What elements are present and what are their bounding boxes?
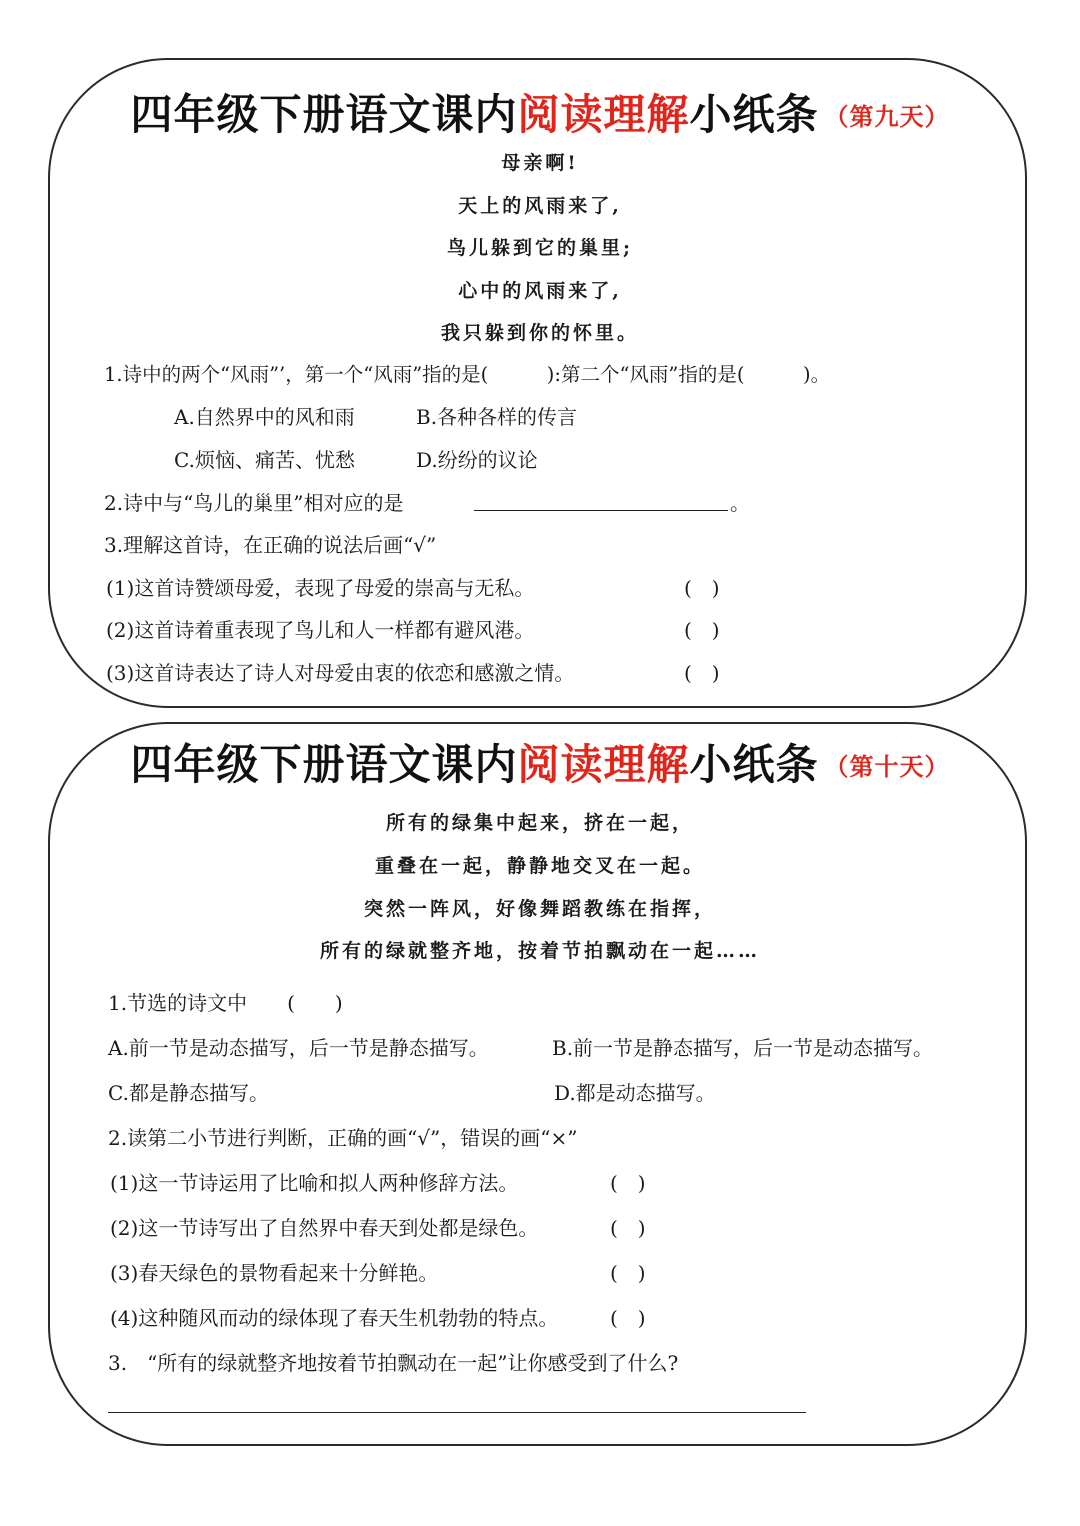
card2-question-3: 3. “所有的绿就整齐地按着节拍飘动在一起”让你感受到了什么?	[108, 1351, 679, 1375]
card1-title-highlight: 阅读理解	[517, 90, 690, 139]
card1-title-suffix: 小纸条	[689, 90, 819, 139]
card2-q2-item: (3)春天绿色的景物看起来十分鲜艳。	[110, 1261, 439, 1285]
card2-q3-answer-blank[interactable]	[108, 1412, 806, 1413]
card1-q2-period: 。	[730, 491, 750, 515]
card2-day-label: （第十天）	[824, 753, 950, 781]
card2-poem-line: 重叠在一起，静静地交叉在一起。	[374, 855, 705, 877]
card1-question-3: 3.理解这首诗，在正确的说法后画“√”	[104, 533, 437, 557]
card1-title	[0, 82, 1080, 142]
card2-q1-option-a: A.前一节是动态描写，后一节是静态描写。	[108, 1036, 489, 1060]
card2-q2-item: (1)这一节诗运用了比喻和拟人两种修辞方法。	[110, 1171, 519, 1195]
card1-q1-option-c: C.烦恼、痛苦、忧愁	[174, 448, 355, 472]
card1-poem-line: 心中的风雨来了,	[458, 280, 622, 302]
card1-question-2: 2.诗中与“鸟儿的巢里”相对应的是	[104, 491, 404, 515]
card2-title	[0, 732, 1080, 792]
card2-q1-option-d: D.都是动态描写。	[554, 1081, 716, 1105]
card2-q1-option-b: B.前一节是静态描写，后一节是动态描写。	[552, 1036, 934, 1060]
card2-title-suffix: 小纸条	[689, 740, 819, 789]
card2-title-highlight: 阅读理解	[517, 740, 690, 789]
card1-q1-option-d: D.纷纷的议论	[416, 448, 538, 472]
card1-day-label: （第九天）	[824, 103, 950, 131]
card2-poem-line: 所有的绿集中起来，挤在一起，	[385, 812, 694, 834]
card2-q2-item: (4)这种随风而动的绿体现了春天生机勃勃的特点。	[110, 1306, 559, 1330]
card1-poem-line: 鸟儿躲到它的巢里;	[446, 237, 633, 259]
card1-q2-answer-blank[interactable]	[474, 510, 728, 511]
card1-poem-line: 母亲啊!	[501, 152, 579, 174]
card1-q3-item: (1)这首诗赞颂母爱，表现了母爱的崇高与无私。	[106, 576, 535, 600]
card1-q1-option-b: B.各种各样的传言	[416, 405, 578, 429]
card2-title-prefix: 四年级下册语文课内	[130, 740, 518, 789]
card1-q3-answer-box[interactable]: ( )	[684, 618, 720, 642]
card1-q3-item: (2)这首诗着重表现了鸟儿和人一样都有避风港。	[106, 618, 535, 642]
card2-question-1: 1.节选的诗文中 ( )	[108, 991, 343, 1015]
card2-q2-answer-box[interactable]: ( )	[610, 1306, 646, 1330]
card2-q2-item: (2)这一节诗写出了自然界中春天到处都是绿色。	[110, 1216, 539, 1240]
card1-title-prefix: 四年级下册语文课内	[130, 90, 518, 139]
card1-poem-line: 天上的风雨来了,	[458, 195, 622, 217]
card2-q2-answer-box[interactable]: ( )	[610, 1261, 646, 1285]
card1-question-1: 1.诗中的两个“风雨”’，第一个“风雨”指的是( ):第二个“风雨”指的是( )。	[104, 363, 831, 386]
card1-poem-line: 我只躲到你的怀里。	[440, 322, 639, 344]
card1-q1-option-a: A.自然界中的风和雨	[174, 405, 355, 429]
card1-q3-answer-box[interactable]: ( )	[684, 576, 720, 600]
card1-q3-answer-box[interactable]: ( )	[684, 661, 720, 685]
card2-q1-option-c: C.都是静态描写。	[108, 1081, 269, 1105]
card2-q2-answer-box[interactable]: ( )	[610, 1216, 646, 1240]
card1-q3-item: (3)这首诗表达了诗人对母爱由衷的依恋和感激之情。	[106, 661, 575, 685]
card2-q2-answer-box[interactable]: ( )	[610, 1171, 646, 1195]
card2-poem-line: 突然一阵风，好像舞蹈教练在指挥，	[363, 898, 716, 920]
card2-poem-line: 所有的绿就整齐地，按着节拍飘动在一起……	[319, 940, 760, 962]
card2-question-2: 2.读第二小节进行判断，正确的画“√”，错误的画“×”	[108, 1126, 578, 1150]
